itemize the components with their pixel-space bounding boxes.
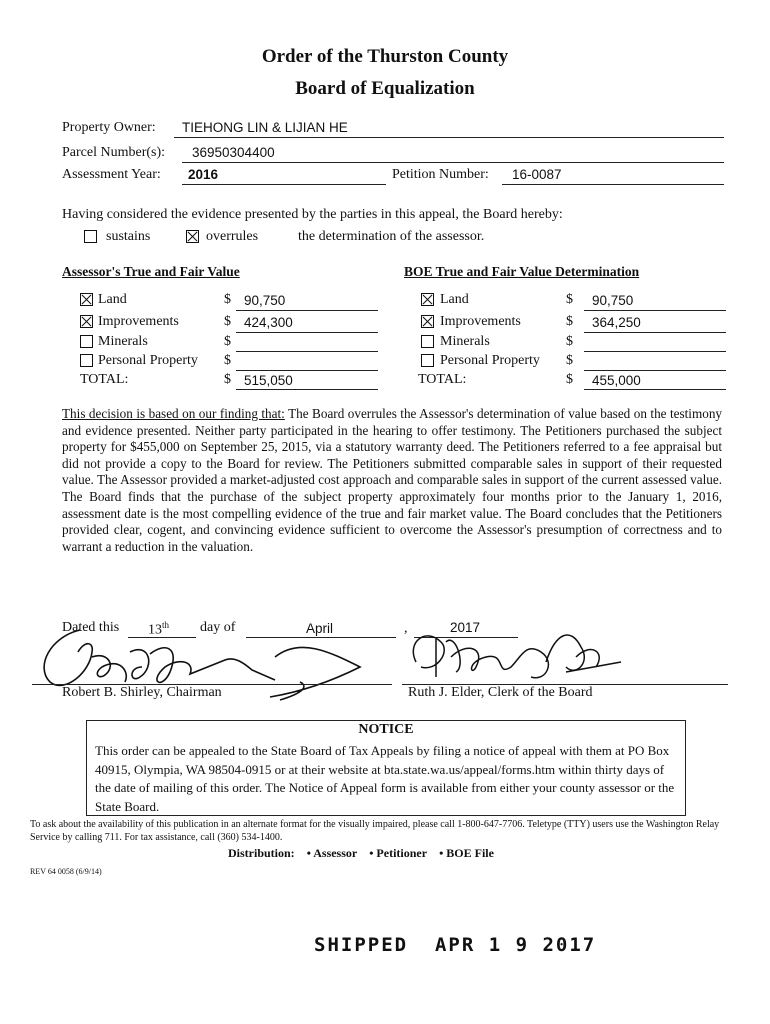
boe-land-value: 90,750 [592, 293, 634, 308]
assessor-personal-checkbox[interactable] [80, 354, 93, 367]
parcel-value: 36950304400 [192, 145, 275, 160]
distribution-item: • BOE File [439, 846, 494, 860]
clerk-signature [396, 612, 626, 692]
dollar-sign: $ [224, 334, 231, 349]
dated-day: 13th [148, 620, 170, 638]
shipped-stamp: SHIPPED APR 1 9 2017 [314, 934, 597, 956]
petition-label: Petition Number: [392, 167, 489, 182]
assessor-land-value: 90,750 [244, 293, 286, 308]
assessor-land-checkbox[interactable] [80, 293, 93, 306]
assessor-total-label: TOTAL: [80, 372, 129, 387]
assessor-improvements-checkbox[interactable] [80, 315, 93, 328]
overrules-label: overrules [206, 229, 259, 244]
dated-month: April [306, 621, 334, 636]
distribution-label: Distribution: [228, 846, 295, 860]
dated-dayof: day of [200, 620, 236, 635]
page-title: Order of the Thurston County [261, 46, 509, 67]
dollar-sign: $ [566, 292, 573, 307]
assessor-personal-label: Personal Property [98, 353, 198, 368]
dollar-sign: $ [224, 372, 231, 387]
dated-year: 2017 [450, 620, 481, 635]
assessor-heading: Assessor's True and Fair Value [62, 264, 240, 279]
decision-tail: the determination of the assessor. [298, 229, 485, 244]
clerk-name: Ruth J. Elder, Clerk of the Board [408, 685, 593, 700]
boe-total-value: 455,000 [592, 373, 641, 388]
sustains-label: sustains [106, 229, 151, 244]
boe-improvements-value: 364,250 [592, 315, 641, 330]
notice-title: NOTICE [358, 722, 414, 737]
dated-prefix: Dated this [62, 620, 120, 635]
year-label: Assessment Year: [62, 167, 161, 182]
dollar-sign: $ [224, 314, 231, 329]
distribution-item: • Assessor [306, 846, 358, 860]
overrules-checkbox[interactable] [186, 230, 199, 243]
boe-minerals-checkbox[interactable] [421, 335, 434, 348]
parcel-label: Parcel Number(s): [62, 145, 166, 160]
page-subtitle: Board of Equalization [295, 78, 475, 99]
assessor-land-label: Land [98, 292, 127, 307]
owner-value: TIEHONG LIN & LIJIAN HE [182, 120, 348, 135]
boe-land-label: Land [440, 292, 469, 307]
dollar-sign: $ [224, 292, 231, 307]
boe-minerals-label: Minerals [440, 334, 490, 349]
distribution-item: • Petitioner [369, 846, 428, 860]
notice-text: This order can be appealed to the State Board of Tax Appeals by filing a notice of appeal with them at PO Box 40915, Olympia, WA 98504-0915 or at their website at bta.state.wa.us/appeal/forms.htm within thirty days of the date of mailing of this order. The Notice of Appeal form is available from either your county assessor or the State Board. [95, 743, 675, 814]
dollar-sign: $ [566, 314, 573, 329]
form-code: REV 64 0058 (6/9/14) [30, 867, 102, 876]
distribution [228, 846, 494, 861]
accessibility-note: To ask about the availability of this publication in an alternate format for the visually impaired, please call 1-800-647-7706. Teletype (TTY) users use the Washington Relay Service by calling 711. For tax assistance, call (360) 534-1400. [30, 819, 720, 843]
dollar-sign: $ [566, 334, 573, 349]
assessor-total-value: 515,050 [244, 373, 293, 388]
petition-value: 16-0087 [512, 167, 562, 182]
chairman-name: Robert B. Shirley, Chairman [62, 685, 222, 700]
assessor-improvements-value: 424,300 [244, 315, 293, 330]
boe-improvements-label: Improvements [440, 314, 521, 329]
decision-intro: Having considered the evidence presented by the parties in this appeal, the Board hereby: [62, 207, 563, 222]
dated-comma: , [404, 621, 408, 636]
dollar-sign: $ [566, 372, 573, 387]
finding-lead: This decision is based on our finding that: [62, 406, 285, 421]
boe-heading: BOE True and Fair Value Determination [404, 264, 640, 279]
assessor-improvements-label: Improvements [98, 314, 179, 329]
finding-paragraph [62, 406, 722, 555]
dollar-sign: $ [224, 353, 231, 368]
owner-label: Property Owner: [62, 120, 156, 135]
boe-improvements-checkbox[interactable] [421, 315, 434, 328]
boe-personal-label: Personal Property [440, 353, 540, 368]
year-value: 2016 [188, 167, 219, 182]
boe-land-checkbox[interactable] [421, 293, 434, 306]
sustains-checkbox[interactable] [84, 230, 97, 243]
assessor-minerals-checkbox[interactable] [80, 335, 93, 348]
boe-total-label: TOTAL: [418, 372, 467, 387]
assessor-minerals-label: Minerals [98, 334, 148, 349]
boe-personal-checkbox[interactable] [421, 354, 434, 367]
finding-text: The Board overrules the Assessor's determination of value based on the testimony and evidence presented. Neither party participated in the hearing to offer testimony. The Petitioners purchased the subject property for $455,000 on September 25, 2015, via a statutory warranty deed. The Petitioners referred to a fee appraisal but did not provide a copy to the Board for review. The Petitioners submitted comparable sales in support of their requested value. The Assessor provided a market-adjusted cost approach and comparable sales in support of the current assessed value. The Board finds that the purchase of the subject property approximately four months prior to the January 1, 2016, assessment date is the most compelling evidence of the true and fair market value. The Board concludes that the Petitioners provided clear, cogent, and convincing evidence sufficient to overcome the Assessor's presumption of correctness and to warrant a reduction in the valuation. [62, 406, 723, 554]
dollar-sign: $ [566, 353, 573, 368]
